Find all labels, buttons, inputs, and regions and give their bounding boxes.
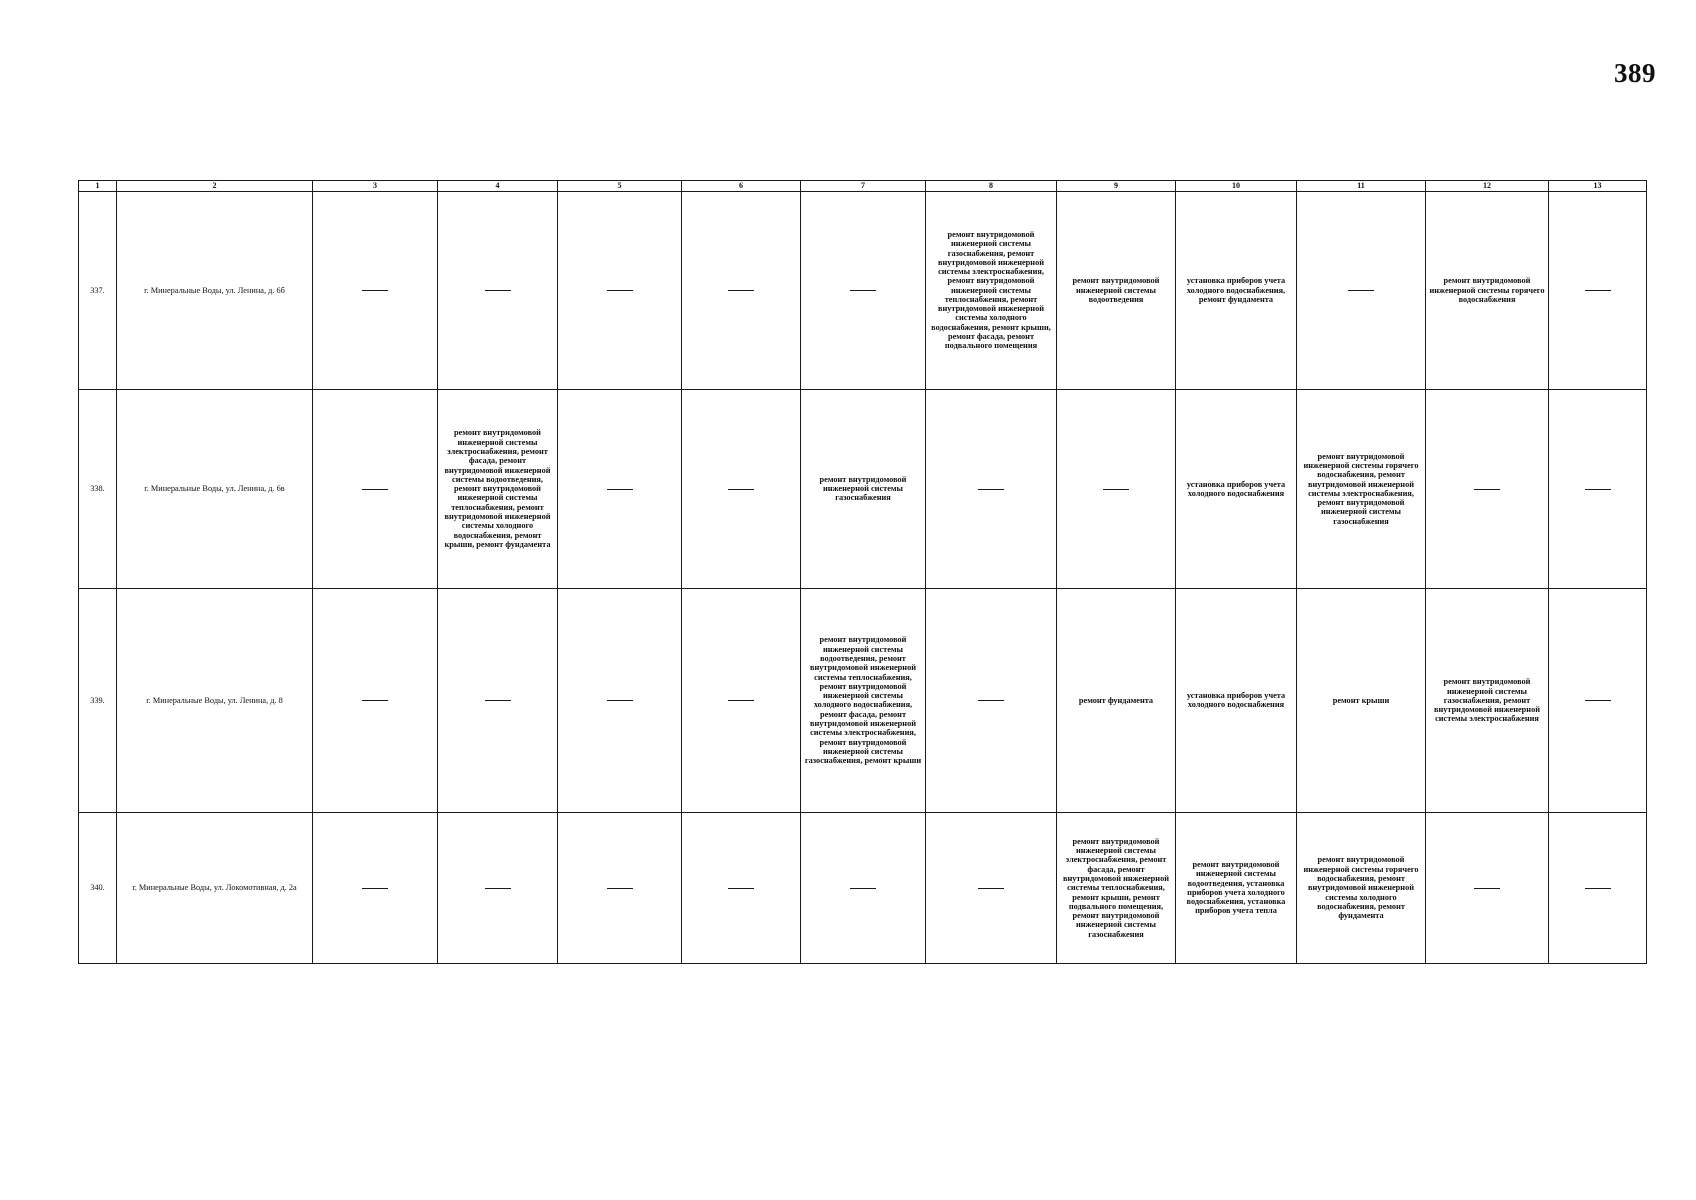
dash-mark (485, 888, 511, 889)
dash-mark (1585, 290, 1611, 291)
work-description-cell: ремонт внутридомовой инженерной системы горячего водоснабжения, ремонт внутридомовой инженерной системы электроснабжения, ремонт внутридомовой инженерной системы газоснабжения (1297, 389, 1426, 589)
dash-mark (978, 888, 1004, 889)
empty-cell (1549, 589, 1647, 813)
empty-cell (313, 192, 438, 390)
dash-mark (728, 888, 754, 889)
dash-mark (607, 290, 633, 291)
work-description-cell: ремонт внутридомовой инженерной системы водоотведения, ремонт внутридомовой инженерной системы теплоснабжения, ремонт внутридомовой инженерной системы холодного водоснабжения, ремонт фасада, ремонт внутридомовой инженерной системы электроснабжения, ремонт внутридомовой инженерной системы газоснабжения, ремонт крыши (801, 589, 926, 813)
dash-mark (1348, 290, 1374, 291)
dash-mark (850, 290, 876, 291)
empty-cell (1426, 389, 1549, 589)
work-description-cell: ремонт внутридомовой инженерной системы газоснабжения, ремонт внутридомовой инженерной системы электроснабжения, ремонт внутридомовой инженерной системы теплоснабжения, ремонт внутридомовой инженерной системы холодного водоснабжения, ремонт крыши, ремонт фасада, ремонт подвального помещения (926, 192, 1057, 390)
work-description-cell: ремонт фундамента (1057, 589, 1176, 813)
column-number-header: 1 (79, 181, 117, 192)
empty-cell (438, 812, 558, 963)
empty-cell (438, 192, 558, 390)
row-number: 339. (79, 589, 117, 813)
dash-mark (607, 700, 633, 701)
empty-cell (1549, 812, 1647, 963)
empty-cell (682, 812, 801, 963)
dash-mark (362, 489, 388, 490)
work-description-cell: ремонт внутридомовой инженерной системы газоснабжения, ремонт внутридомовой инженерной системы электроснабжения (1426, 589, 1549, 813)
dash-mark (485, 700, 511, 701)
work-description-cell: ремонт внутридомовой инженерной системы водоотведения (1057, 192, 1176, 390)
empty-cell (558, 192, 682, 390)
empty-cell (682, 589, 801, 813)
column-number-header: 3 (313, 181, 438, 192)
dash-mark (485, 290, 511, 291)
column-number-header: 11 (1297, 181, 1426, 192)
column-number-header: 7 (801, 181, 926, 192)
row-number: 338. (79, 389, 117, 589)
dash-mark (728, 290, 754, 291)
empty-cell (682, 192, 801, 390)
dash-mark (607, 489, 633, 490)
work-description-cell: установка приборов учета холодного водоснабжения (1176, 389, 1297, 589)
dash-mark (1585, 489, 1611, 490)
work-description-cell: ремонт внутридомовой инженерной системы горячего водоснабжения (1426, 192, 1549, 390)
empty-cell (313, 589, 438, 813)
empty-cell (1549, 192, 1647, 390)
column-number-header: 6 (682, 181, 801, 192)
empty-cell (1057, 389, 1176, 589)
column-number-header: 10 (1176, 181, 1297, 192)
work-description-cell: установка приборов учета холодного водоснабжения (1176, 589, 1297, 813)
row-number: 340. (79, 812, 117, 963)
dash-mark (362, 700, 388, 701)
address-cell: г. Минеральные Воды, ул. Ленина, д. 8 (117, 589, 313, 813)
dash-mark (607, 888, 633, 889)
dash-mark (728, 489, 754, 490)
empty-cell (558, 812, 682, 963)
column-number-header: 4 (438, 181, 558, 192)
empty-cell (313, 389, 438, 589)
work-description-cell: ремонт внутридомовой инженерной системы электроснабжения, ремонт фасада, ремонт внутридомовой инженерной системы теплоснабжения, ремонт крыши, ремонт подвального помещения, ремонт внутридомовой инженерной системы газоснабжения (1057, 812, 1176, 963)
dash-mark (978, 489, 1004, 490)
dash-mark (1474, 489, 1500, 490)
address-cell: г. Минеральные Воды, ул. Ленина, д. 6в (117, 389, 313, 589)
address-cell: г. Минеральные Воды, ул. Ленина, д. 6б (117, 192, 313, 390)
empty-cell (1297, 192, 1426, 390)
empty-cell (926, 389, 1057, 589)
work-description-cell: ремонт внутридомовой инженерной системы водоотведения, установка приборов учета холодного водоснабжения, установка приборов учета тепла (1176, 812, 1297, 963)
column-number-header: 5 (558, 181, 682, 192)
empty-cell (1549, 389, 1647, 589)
column-number-header: 9 (1057, 181, 1176, 192)
table-row (79, 589, 1647, 813)
address-cell: г. Минеральные Воды, ул. Локомотивная, д. 2а (117, 812, 313, 963)
column-number-header: 12 (1426, 181, 1549, 192)
empty-cell (926, 812, 1057, 963)
empty-cell (558, 589, 682, 813)
dash-mark (362, 290, 388, 291)
empty-cell (313, 812, 438, 963)
work-description-cell: ремонт внутридомовой инженерной системы горячего водоснабжения, ремонт внутридомовой инженерной системы холодного водоснабжения, ремонт фундамента (1297, 812, 1426, 963)
work-description-cell: ремонт внутридомовой инженерной системы электроснабжения, ремонт фасада, ремонт внутридомовой инженерной системы водоотведения, ремонт внутридомовой инженерной системы теплоснабжения, ремонт внутридомовой инженерной системы холодного водоснабжения, ремонт крыши, ремонт фундамента (438, 389, 558, 589)
dash-mark (1103, 489, 1129, 490)
empty-cell (1426, 812, 1549, 963)
table-row (79, 192, 1647, 390)
work-description-cell: ремонт внутридомовой инженерной системы газоснабжения (801, 389, 926, 589)
empty-cell (558, 389, 682, 589)
column-number-header: 2 (117, 181, 313, 192)
empty-cell (801, 812, 926, 963)
dash-mark (728, 700, 754, 701)
column-number-header: 13 (1549, 181, 1647, 192)
empty-cell (926, 589, 1057, 813)
work-description-cell: ремонт крыши (1297, 589, 1426, 813)
dash-mark (850, 888, 876, 889)
table-row (79, 389, 1647, 589)
page-number: 389 (1614, 58, 1656, 88)
dash-mark (978, 700, 1004, 701)
empty-cell (801, 192, 926, 390)
dash-mark (362, 888, 388, 889)
capital-repair-table (78, 180, 1647, 964)
dash-mark (1585, 700, 1611, 701)
dash-mark (1585, 888, 1611, 889)
row-number: 337. (79, 192, 117, 390)
empty-cell (438, 589, 558, 813)
column-number-header: 8 (926, 181, 1057, 192)
dash-mark (1474, 888, 1500, 889)
work-description-cell: установка приборов учета холодного водоснабжения, ремонт фундамента (1176, 192, 1297, 390)
column-number-row (79, 181, 1647, 192)
table-row (79, 812, 1647, 963)
empty-cell (682, 389, 801, 589)
